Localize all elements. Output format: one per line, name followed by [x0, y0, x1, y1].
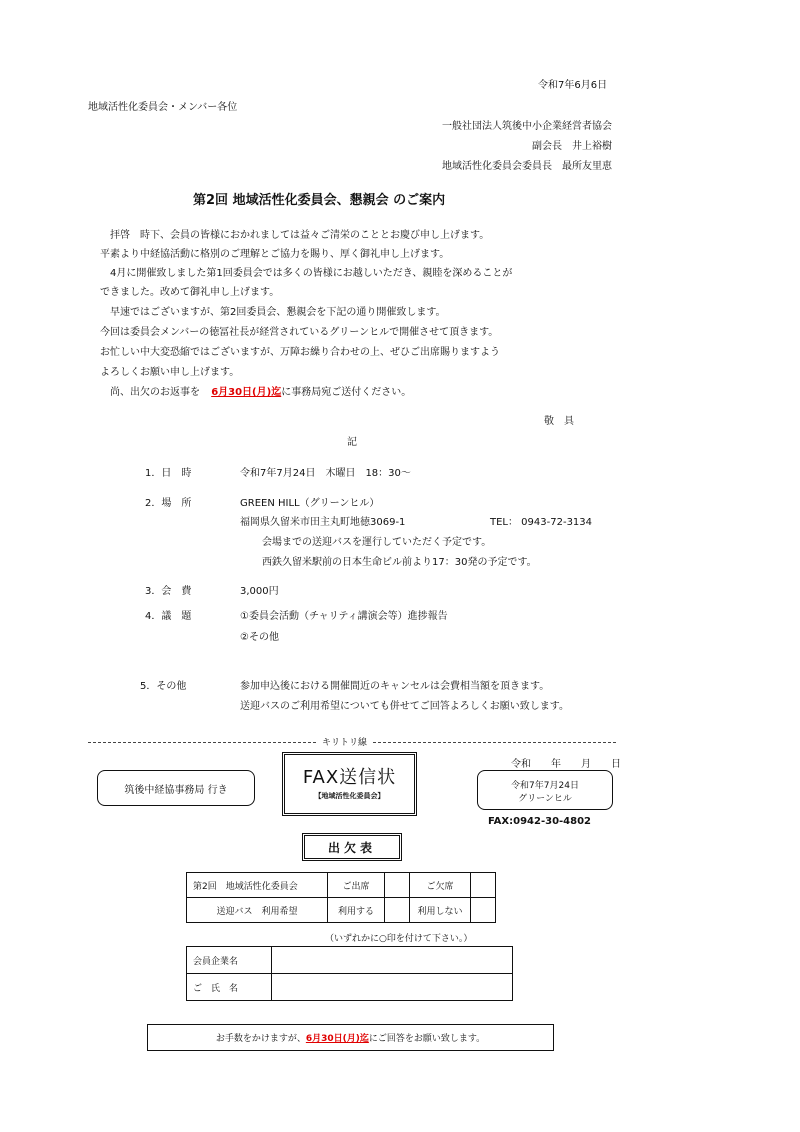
attendance-table — [186, 872, 496, 923]
company-field[interactable] — [272, 947, 513, 974]
place-tel: TEL： 0943-72-3134 — [490, 517, 593, 528]
circle-note: （いずれかに○印を付けて下さい。） — [325, 934, 473, 944]
fax-number: FAX:0942-30-4802 — [488, 816, 592, 827]
footer-prefix: お手数をかけますが、 — [215, 1034, 306, 1044]
event-info-box — [477, 770, 613, 810]
keigu: 敬 具 — [544, 416, 574, 427]
nouse-check[interactable] — [471, 898, 496, 923]
event-date: 令和7年7月24日 — [511, 781, 579, 791]
fax-subtitle: 【地域活性化委員会】 — [314, 792, 385, 800]
fax-title: FAX送信状 — [302, 767, 397, 788]
footer-deadline: 6月30日(月)迄 — [305, 1034, 369, 1044]
document-date: 令和7年6月6日 — [538, 80, 608, 91]
use-label: 利用する — [328, 898, 385, 923]
sender-chair: 地域活性化委員会委員長 最所友里恵 — [442, 161, 612, 172]
body-line: お忙しい中大変恐縮ではございますが、万障お繰り合わせの上、ぜひご出席賜りますよう — [100, 347, 500, 358]
deadline-suffix: に事務局宛ご送付ください。 — [281, 387, 412, 398]
company-label: 会員企業名 — [187, 947, 272, 974]
footer-suffix: にご回答をお願い致します。 — [368, 1034, 486, 1044]
row-bus-label: 送迎バス 利用希望 — [187, 898, 328, 923]
fee-value: 3,000円 — [240, 586, 279, 597]
fax-recipient: 筑後中経協事務局 行き — [124, 784, 228, 796]
deadline-prefix: 尚、出欠のお返事を — [110, 387, 200, 398]
absent-label: ご欠席 — [410, 873, 471, 898]
place-label: 2．場 所 — [145, 498, 192, 509]
deadline-date: 6月30日(月)迄 — [211, 387, 282, 398]
event-place: グリーンヒル — [518, 794, 572, 804]
other-label: 5．その他 — [140, 681, 187, 692]
bus-note-1: 会場までの送迎バスを運行していただく予定です。 — [262, 537, 492, 548]
body-line: よろしくお願い申し上げます。 — [100, 367, 240, 378]
fax-title-box — [282, 752, 417, 816]
sender-vice-president: 副会長 井上裕樹 — [532, 141, 612, 152]
body-line: 早速ではございますが、第2回委員会、懇親会を下記の通り開催致します。 — [110, 307, 446, 318]
body-line: 平素より中経協活動に格別のご理解とご協力を賜り、厚く御礼申し上げます。 — [100, 249, 450, 260]
body-line: 拝啓 時下、会員の皆様におかれましては益々ご清栄のこととお慶び申し上げます。 — [110, 230, 490, 241]
date-value: 令和7年7月24日 木曜日 18：30～ — [240, 468, 411, 479]
row-meeting-label: 第2回 地域活性化委員会 — [187, 873, 328, 898]
attend-label: ご出席 — [328, 873, 385, 898]
attend-check[interactable] — [385, 873, 410, 898]
fee-label: 3．会 費 — [145, 586, 192, 597]
other-note-2: 送迎バスのご利用希望についても併せてご回答よろしくお願い致します。 — [240, 701, 569, 712]
document-title: 第2回 地域活性化委員会、懇親会 のご案内 — [193, 193, 446, 208]
bus-note-2: 西鉄久留米駅前の日本生命ビル前より17：30発の予定です。 — [262, 557, 537, 568]
date-label: 1．日 時 — [145, 468, 192, 479]
agenda-label: 4．議 題 — [145, 611, 192, 622]
body-line-deadline — [110, 383, 411, 398]
attendance-title: 出欠表 — [327, 840, 376, 855]
attendance-title-box — [302, 833, 402, 861]
agenda-item-1: ①委員会活動（チャリティ講演会等）進捗報告 — [240, 611, 448, 622]
name-field[interactable] — [272, 974, 513, 1001]
body-line: 4月に開催致しました第1回委員会では多くの皆様にお越しいただき、親睦を深めることが — [110, 268, 513, 279]
use-check[interactable] — [385, 898, 410, 923]
name-label: ご 氏 名 — [187, 974, 272, 1001]
nouse-label: 利用しない — [410, 898, 471, 923]
place-name: GREEN HILL（グリーンヒル） — [240, 498, 380, 509]
absent-check[interactable] — [471, 873, 496, 898]
addressee: 地域活性化委員会・メンバー各位 — [88, 102, 238, 113]
sender-organization: 一般社団法人筑後中小企業経営者協会 — [442, 121, 612, 132]
footer-box — [147, 1024, 554, 1051]
body-line: できました。改めて御礼申し上げます。 — [100, 287, 280, 298]
fax-recipient-box — [97, 770, 255, 806]
ki: 記 — [347, 437, 357, 448]
member-table — [186, 946, 513, 1001]
reply-date: 令和 年 月 日 — [511, 759, 621, 770]
cut-line-label: キリトリ線 — [318, 735, 371, 748]
body-line: 今回は委員会メンバーの徳冨社長が経営されているグリーンヒルで開催させて頂きます。 — [100, 327, 499, 338]
other-note-1: 参加申込後における開催間近のキャンセルは会費相当額を頂きます。 — [240, 681, 550, 692]
agenda-item-2: ②その他 — [240, 632, 279, 643]
place-address: 福岡県久留米市田主丸町地徳3069-1 — [240, 517, 406, 528]
